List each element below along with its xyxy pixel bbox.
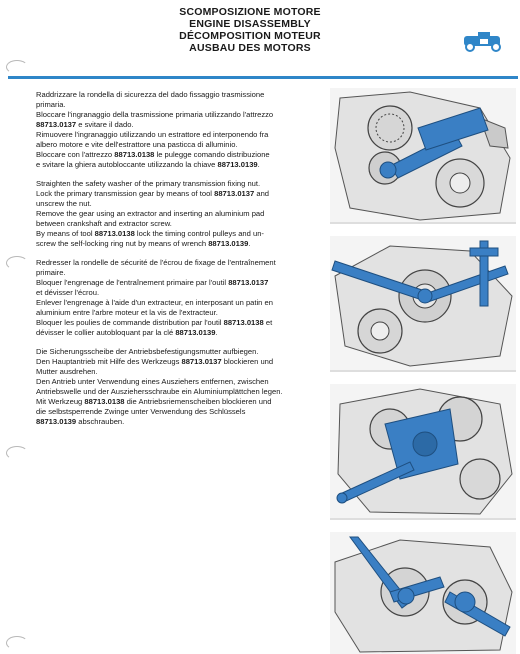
binder-hole xyxy=(6,60,28,74)
binder-hole xyxy=(6,636,28,650)
figure-pulley-lock-tool xyxy=(330,384,516,520)
title-german: AUSBAU DES MOTORS xyxy=(189,42,311,54)
tool-code: 88713.0137 xyxy=(228,278,269,287)
tool-code: 88713.0138 xyxy=(94,229,135,238)
figure-primary-gear-lock xyxy=(330,88,516,224)
paragraph-german: Die Sicherungsscheibe der Antriebsbefestigungsmutter aufbiegen. Den Hauptantrieb mit Hilfe des Werkzeugs 88713.0137 blockieren und Mutter ausdrehen. Den Antrieb unter Verwendung eines Ausziehers entfernen, zwischen Antriebswelle und der Ausziehersschraube ein Aluminiumplättchen legen. Mit Werkzeug 88713.0138 die Antriebsriemenscheiben blockieren und die selbstsperrende Zwinge unter Verwendung des Schlüssels 88713.0139 abschrauben. xyxy=(36,347,283,426)
tool-code: 88713.0137 xyxy=(214,189,255,198)
tool-code: 88713.0139 xyxy=(36,417,77,426)
paragraph-italian: Raddrizzare la rondella di sicurezza del dado fissaggio trasmissione primaria. Bloccare l'ingranaggio della trasmissione primaria utilizzando l'attrezzo 88713.0137 e svitare il dado. Rimuovere l'ingranaggio utilizzando un estrattore ed interponendo fra albero motore e vite dell'estrattore una pasticca di alluminio. Bloccare con l'attrezzo 88713.0138 le pulegge comando distribuzione e svitare la ghiera autobloccante utilizzando la chiave 88713.0139. xyxy=(36,90,274,169)
paragraph-english: Straighten the safety washer of the primary transmission fixing nut. Lock the primary transmission gear by means of tool 88713.0137 and unscrew the nut. Remove the gear using an extractor and inserting an aluminium pad between crankshaft and extractor screw. By means of tool 88713.0138 lock the timing control pulleys and un- screw the self-locking ring nut by means of wrench 88713.0139. xyxy=(36,179,270,248)
tool-code: 88713.0137 xyxy=(181,357,222,366)
tool-code: 88713.0137 xyxy=(36,120,77,129)
figure-gear-extractor xyxy=(330,236,516,372)
motorcycle-engine-icon xyxy=(462,30,506,52)
figure-ring-nut-wrench xyxy=(330,532,516,654)
header-rule xyxy=(8,76,518,79)
tool-code: 88713.0139 xyxy=(175,328,216,337)
figures-column xyxy=(330,88,516,654)
binder-hole xyxy=(6,256,28,270)
tool-code: 88713.0138 xyxy=(84,397,125,406)
paragraph-french: Redresser la rondelle de sécurité de l'écrou de fixage de l'entraînement primaire. Bloquer l'engrenage de l'entraînement primaire par l'outil 88713.0137 et dévisser l'écrou. Enlever l'engrenage à l'aide d'un extracteur, en interposant un patin en aluminium entre l'arbre moteur et la vis de l'extracteur. Bloquer les poulies de commande distribution par l'outil 88713.0138 et dévisser le collier autobloquant par la clé 88713.0139. xyxy=(36,258,276,337)
instructions-column xyxy=(36,90,326,436)
tool-code: 88713.0139 xyxy=(217,160,258,169)
title-french: DÉCOMPOSITION MOTEUR xyxy=(179,30,321,42)
tool-code: 88713.0138 xyxy=(223,318,264,327)
page-header xyxy=(150,6,350,54)
title-english: ENGINE DISASSEMBLY xyxy=(189,18,311,30)
tool-code: 88713.0139 xyxy=(208,239,249,248)
title-italian: SCOMPOSIZIONE MOTORE xyxy=(179,6,321,18)
tool-code: 88713.0138 xyxy=(114,150,155,159)
binder-hole xyxy=(6,446,28,460)
